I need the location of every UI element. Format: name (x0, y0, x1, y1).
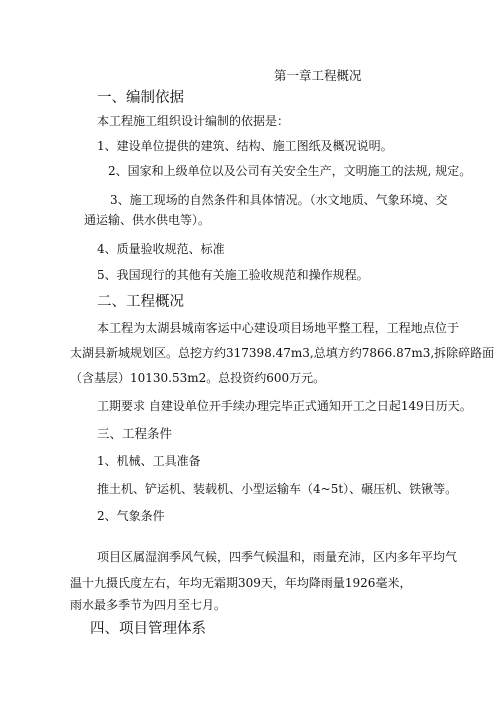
basis-item-3: 3、施工现场的自然条件和具体情况。（水文地质、气象环境、交 (110, 193, 448, 207)
basis-item-5: 5、我国现行的其他有关施工验收规范和操作规程。 (97, 268, 369, 282)
section-heading-management: 四、项目管理体系 (90, 621, 206, 637)
conditions-machinery-list: 推土机、铲运机、装载机、小型运输车（4~5t）、碾压机、铁锹等。 (97, 482, 458, 496)
climate-line-1: 项目区属湿润季风气候，四季气候温和，雨量充沛，区内多年平均气 (97, 550, 458, 564)
conditions-sub-climate-title: 2、气象条件 (97, 509, 165, 523)
overview-para-line-3: （含基层）10130.53m2。总投资约600万元。 (70, 371, 326, 385)
climate-line-2: 温十九摄氏度左右，年均无霜期309天，年均降雨量1926毫米， (70, 576, 412, 590)
basis-item-3-continued: 通运输、供水供电等）。 (84, 213, 211, 227)
overview-para-line-1: 本工程为太湖县城南客运中心建设项目场地平整工程，工程地点位于 (97, 321, 459, 335)
basis-intro: 本工程施工组织设计编制的依据是： (97, 114, 290, 128)
basis-item-1: 1、建设单位提供的建筑、结构、施工图纸及概况说明。 (97, 139, 393, 153)
section-heading-basis: 一、编制依据 (97, 90, 184, 106)
conditions-sub-machinery-title: 1、机械、工具准备 (97, 454, 201, 468)
section-heading-overview: 二、工程概况 (97, 294, 184, 310)
climate-line-3: 雨水最多季节为四月至七月。 (70, 598, 227, 612)
overview-para-line-2: 太湖县新城规划区。总挖方约317398.47m3,总填方约7866.87m3,拆除碎路面 (70, 346, 495, 360)
overview-duration: 工期要求 自建设单位开手续办理完毕正式通知开工之日起149日历天。 (97, 399, 472, 413)
section-heading-conditions: 三、工程条件 (97, 426, 173, 441)
basis-item-2: 2、国家和上级单位以及公司有关安全生产，文明施工的法规, 规定。 (108, 164, 472, 178)
basis-item-4: 4、质量验收规范、标准 (97, 242, 225, 256)
chapter-title: 第一章工程概况 (274, 68, 362, 83)
